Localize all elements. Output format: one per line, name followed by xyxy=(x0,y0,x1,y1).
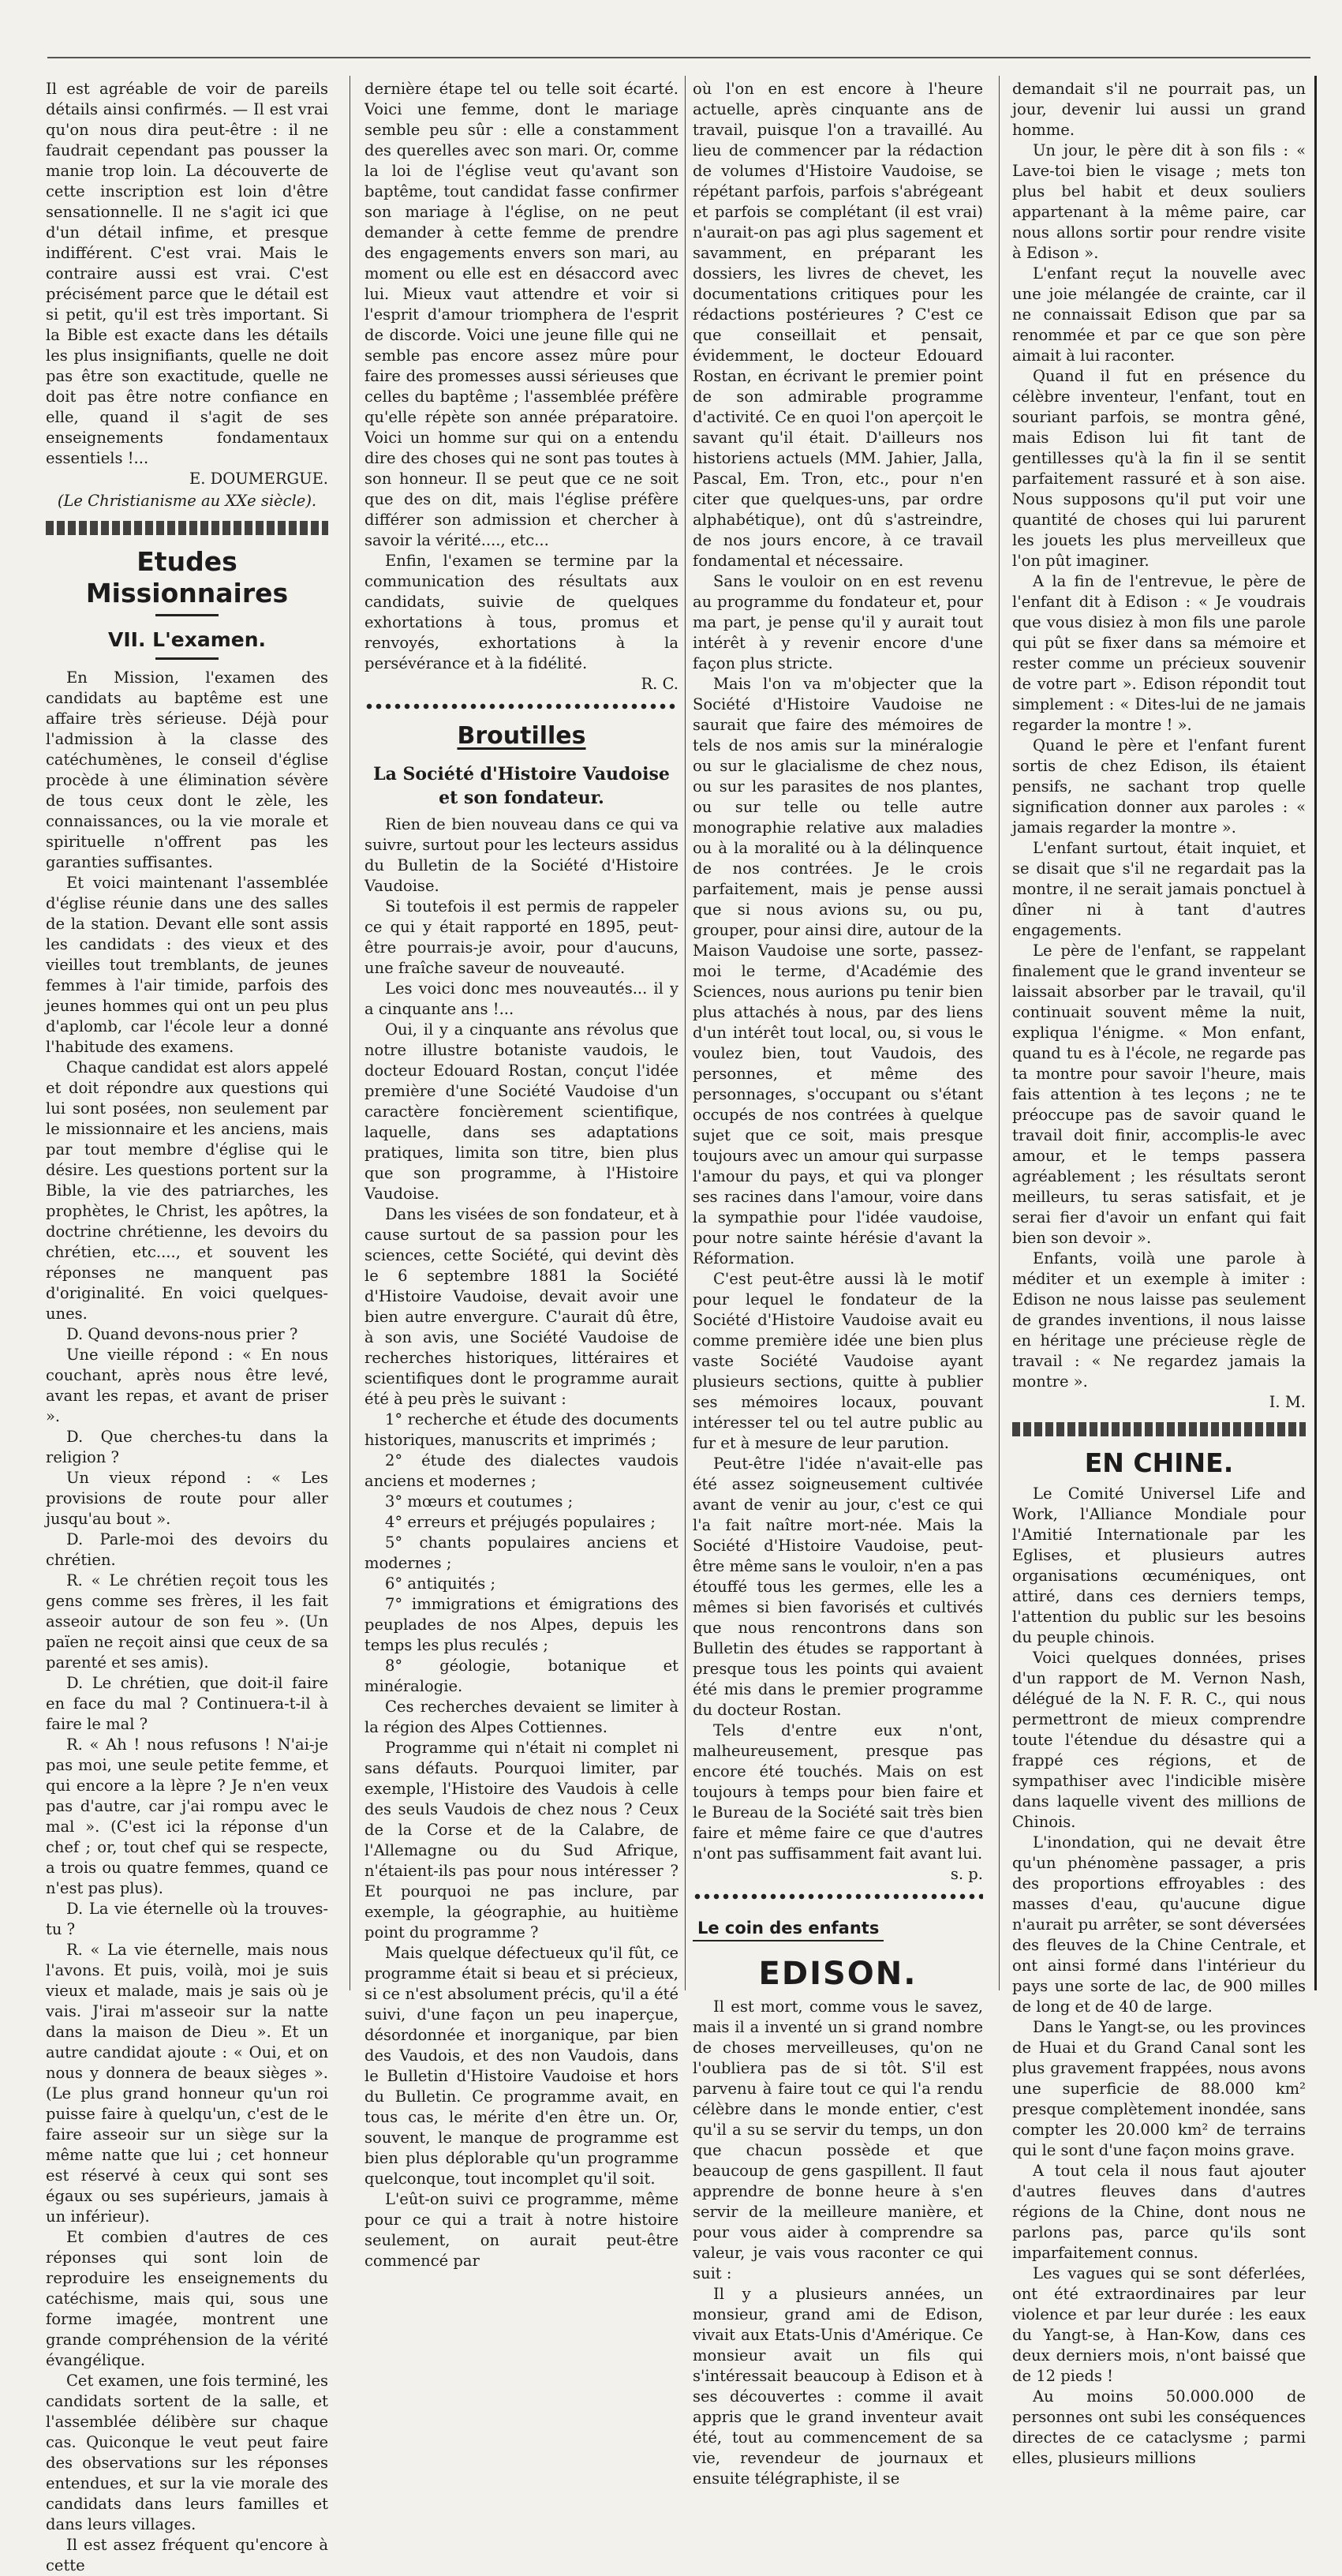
paragraph: Sans le vouloir on en est revenu au programme du fondateur et, pour ma part, je pense qu'il y aurait tout intérêt à y revenir encore d'une façon plus stricte. xyxy=(693,572,983,672)
paragraph: Mais quelque défectueux qu'il fût, ce programme était si beau et si précieux, si ce n'est absolument précis, qu'il a été suivi, d'une façon un peu inaperçue, désordonnée et inorganique, par bien des Vaudois, et des non Vaudois, dans le Bulletin d'Histoire Vaudoise et hors du Bulletin. Ce programme avait, en tous cas, le mérite d'en être un. Or, souvent, le manque de programme est bien plus déplorable qu'un programme quelconque, tout incomplet qu'il soit. xyxy=(364,1944,678,2188)
list-item: 6° antiquités ; xyxy=(385,1574,496,1593)
paragraph: Il est agréable de voir de pareils détails ainsi confirmés. — Il est vrai qu'on nous dira peut-être : il ne faudrait cependant pas pousser la manie trop loin. La découverte de cette inscription est loin d'être sensationnelle. Il ne s'agit ici que d'un détail infime, et presque indifférent. C'est vrai. Mais le contraire aussi est vrai. C'est précisément parce que le détail est si petit, qu'il est très important. Si la Bible est exacte dans les détails les plus insignifiants, quelle ne doit pas être son exactitude, quelle ne doit pas être notre confiance en elle, quand il s'agit de ses enseignements fondamentaux essentiels !... xyxy=(46,80,328,467)
paragraph: Quand le père et l'enfant furent sortis de chez Edison, ils étaient pensifs, ne sachant trop quelle signification donner aux paroles : « jamais regarder la montre ». xyxy=(1012,736,1306,837)
paragraph: D. Quand devons-nous prier ? xyxy=(66,1325,298,1343)
list-item: 5° chants populaires anciens et modernes ; xyxy=(364,1533,678,1572)
column-1 xyxy=(46,79,328,2574)
top-rule xyxy=(47,57,1310,58)
paragraph: D. Parle-moi des devoirs du chrétien. xyxy=(46,1530,328,1569)
paragraph: Peut-être l'idée n'avait-elle pas été assez soigneusement cultivée avant de venir au jour, c'est ce qui l'a fait naître mort-née. Mais la Société d'Histoire Vaudoise, peut-être même sans le vouloir, n'en a pas étouffé tous les germes, elle les a mêmes si bien favorisés et cultivés que nous rencontrons dans son Bulletin des études se rapportant à presque tous les points qui avaient été mis dans le premier programme du docteur Rostan. xyxy=(693,1455,983,1719)
list-item: 4° erreurs et préjugés populaires ; xyxy=(385,1513,656,1531)
paragraph: Les voici donc mes nouveautés... il y a cinquante ans !... xyxy=(364,979,678,1018)
paragraph: Dans le Yangt-se, ou les provinces de Huai et du Grand Canal sont les plus gravement frappées, nous avons une superficie de 88.000 km² presque complètement inondée, sans compter les 20.000 km² de terrains qui le sont d'une façon moins grave. xyxy=(1012,2018,1306,2159)
paragraph: L'enfant reçut la nouvelle avec une joie mélangée de crainte, car il ne connaissait Edison que par sa renommée et par ce que son père aimait à lui raconter. xyxy=(1012,264,1306,365)
section-title: EN CHINE. xyxy=(1084,1447,1234,1478)
paragraph: Rien de bien nouveau dans ce qui va suivre, surtout pour les lecteurs assidus du Bulletin de la Société d'Histoire Vaudoise. xyxy=(364,815,678,895)
paragraph: Un vieux répond : « Les provisions de route pour aller jusqu'au bout ». xyxy=(46,1469,328,1528)
paragraph: Quand il fut en présence du célèbre inventeur, l'enfant, tout en souriant parfois, se montra gêné, mais Edison lui fit tant de gentillesses qu'à la fin il se sentit parfaitement rassuré et à son aise. Nous supposons qu'il put voir une quantité de choses qui lui parurent les jouets les plus merveilleux que l'on pût imaginer. xyxy=(1012,367,1306,570)
dotted-divider xyxy=(693,1893,983,1900)
signature: I. M. xyxy=(1269,1393,1306,1411)
paragraph: R. « Le chrétien reçoit tous les gens comme ses frères, il les fait asseoir autour de son feu ». (Un païen ne reçoit ainsi que ceux de sa parenté et ses amis). xyxy=(46,1571,328,1672)
paragraph: En Mission, l'examen des candidats au baptême est une affaire très sérieuse. Déjà pour l'admission à la classe des catéchumènes, le conseil d'église procède à une élimination sévère de tous ceux dont le zèle, les connaissances, ou la vie morale et spirituelle n'offrent pas les garanties suffisantes. xyxy=(46,668,328,871)
paragraph: A tout cela il nous faut ajouter d'autres fleuves dans d'autres régions de la Chine, dont nous ne parlons pas, parce qu'ils sont imparfaitement connus. xyxy=(1012,2162,1306,2262)
signature: s. p. xyxy=(950,1865,983,1883)
paragraph: Si toutefois il est permis de rappeler ce qui y était rapporté en 1895, peut-être pourrais-je avoir, pour d'aucuns, une fraîche saveur de nouveauté. xyxy=(364,897,678,977)
paragraph: Dans les visées de son fondateur, et à cause surtout de sa passion pour les sciences, cette Société, qui devint dès le 6 septembre 1881 la Société d'Histoire Vaudoise, devait avoir une bien autre envergure. C'aurait dû être, à son avis, une Société Vaudoise de recherches historiques, littéraires et scientifiques dont le programme aurait été à peu près le suivant : xyxy=(364,1205,678,1408)
paragraph: Les vagues qui se sont déferlées, ont été extraordinaires par leur violence et par leur durée : les eaux du Yangt-se, à Han-Kow, dans ces deux derniers mois, n'ont baissé que de 12 pieds ! xyxy=(1012,2264,1306,2385)
column-4 xyxy=(1012,79,1306,2467)
list-item: 2° étude des dialectes vaudois anciens et modernes ; xyxy=(364,1451,678,1490)
paragraph: Le Comité Universel Life and Work, l'Alliance Mondiale pour l'Amitié Internationale par les Eglises, et plusieurs autres organisations œcuméniques, ont attiré, dans ces derniers temps, l'attention du public sur les besoins du peuple chinois. xyxy=(1012,1485,1306,1646)
column-divider xyxy=(999,76,1000,1990)
paragraph: Le père de l'enfant, se rappelant finalement que le grand inventeur se laissait absorber par le travail, qu'il continuait souvent même la nuit, expliqua l'énigme. « Mon enfant, quand tu es à l'école, ne regarde pas ta montre pour savoir l'heure, mais fais attention à tes leçons ; ne te préoccupe pas de savoir quand le travail doit finir, accomplis-le avec amour, et le temps passera agréablement ; les résultats seront meilleurs, tu seras satisfait, et je serai fier d'avoir un enfant qui fait bien son devoir ». xyxy=(1012,942,1306,1247)
list-item: 7° immigrations et émigrations des peuplades de nos Alpes, depuis les temps les plus reculés ; xyxy=(364,1595,678,1654)
ornamental-divider xyxy=(46,521,328,535)
paragraph: où l'on en est encore à l'heure actuelle, après cinquante ans de travail, puisque l'on a travaillé. Au lieu de commencer par la rédaction de volumes d'Histoire Vaudoise, se répétant parfois, parfois s'abrégeant et parfois se complétant (il est vrai) n'aurait-on pas agi plus sagement et savamment, en préparant les dossiers, les livres de chevet, les documentations critiques pour les rédactions postérieures ? C'est ce que conseillait et pensait, évidemment, le docteur Edouard Rostan, en écrivant le premier point de son admirable programme d'activité. Ce en quoi l'on aperçoit le savant qu'il était. D'ailleurs nos historiens actuels (MM. Jahier, Jalla, Pascal, Em. Tron, etc., pour n'en citer que quelques-uns, par ordre alphabétique), ont dû s'astreindre, de nos jours encore, à ce travail fondamental et nécessaire. xyxy=(693,80,983,570)
ornamental-divider xyxy=(1012,1422,1306,1436)
paragraph: demandait s'il ne pourrait pas, un jour, devenir lui aussi un grand homme. xyxy=(1012,80,1306,139)
paragraph: D. Que cherches-tu dans la religion ? xyxy=(46,1428,328,1466)
paragraph: L'inondation, qui ne devait être qu'un phénomène passager, a pris des proportions effroyables : des masses d'eau, qu'aucune digue n'aurait pu arrêter, se sont déversées des fleuves de la Chine Centrale, et ont ainsi formé dans l'intérieur du pays une sorte de lac, de 900 milles de long et de 40 de large. xyxy=(1012,1833,1306,2016)
paragraph: Enfants, voilà une parole à méditer et un exemple à imiter : Edison ne nous laisse pas seulement de grandes inventions, il nous laisse en héritage une précieuse règle de travail : « Ne regardez jamais la montre ». xyxy=(1012,1249,1306,1391)
paragraph: Une vieille répond : « En nous couchant, après nous être levé, avant les repas, et avant de priser ». xyxy=(46,1346,328,1425)
paragraph: Il y a plusieurs années, un monsieur, grand ami de Edison, vivait aux Etats-Unis d'Amérique. Ce monsieur avait un fils qui s'intéressait beaucoup à Edison et à ses découvertes : comme il avait appris que le grand inventeur avait été, tout au commencement de sa vie, revendeur de journaux et ensuite télégraphiste, il se xyxy=(693,2285,983,2488)
kids-corner-title: Le coin des enfants xyxy=(693,1916,884,1941)
paragraph: Il est assez fréquent qu'encore à cette xyxy=(46,2536,328,2574)
citation: (Le Christianisme au XXe siècle). xyxy=(57,492,317,510)
section-title: Broutilles xyxy=(457,722,586,750)
paragraph: L'eût-on suivi ce programme, même pour ce qui a trait à notre histoire seulement, on aurait peut-être commencé par xyxy=(364,2190,678,2270)
paragraph: Ces recherches devaient se limiter à la région des Alpes Cottiennes. xyxy=(364,1698,678,1736)
paragraph: D. La vie éternelle où la trouves-tu ? xyxy=(46,1900,328,1938)
page-edge-rule xyxy=(1314,76,1317,1990)
paragraph: R. « La vie éternelle, mais nous l'avons. Et puis, voilà, moi je suis vieux et malade, mais je sais où je vais. J'irai m'asseoir sur la natte dans la maison de Dieu ». Et un autre candidat ajoute : « Oui, et on nous y donnera de beaux sièges ». (Le plus grand honneur qu'un roi puisse faire à quelqu'un, c'est de le faire asseoir sur un siège sur la même natte que lui ; cet honneur est réservé à ceux qui sont ses égaux ou ses supérieurs, jamais à un inférieur). xyxy=(46,1941,328,2226)
paragraph: Et voici maintenant l'assemblée d'église réunie dans une des salles de la station. Devant elle sont assis les candidats : des vieux et des vieilles tout tremblants, de jeunes femmes à l'air timide, parfois des jeunes hommes qui ont un peu plus d'aplomb, car l'école leur a donné l'habitude des examens. xyxy=(46,874,328,1056)
paragraph: Et combien d'autres de ces réponses qui sont loin de reproduire les enseignements du catéchisme, mais qui, sous une forme imagée, montrent une grande compréhension de la vérité évangélique. xyxy=(46,2228,328,2369)
paragraph: Voici quelques données, prises d'un rapport de M. Vernon Nash, délégué de la N. F. R. C., qui nous permettront de mieux comprendre toute l'étendue du désastre qui a frappé ces régions, et de sympathiser avec l'indicible misère dans laquelle vivent des millions de Chinois. xyxy=(1012,1649,1306,1831)
subsection-title: La Société d'Histoire Vaudoise et son fondateur. xyxy=(373,764,670,808)
list-item: 1° recherche et étude des documents historiques, manuscrits et imprimés ; xyxy=(364,1410,678,1449)
signature: E. DOUMERGUE. xyxy=(189,470,328,488)
paragraph: Au moins 50.000.000 de personnes ont subi les conséquences directes de ce cataclysme ; parmi elles, plusieurs millions xyxy=(1012,2387,1306,2467)
title-rule xyxy=(155,657,219,660)
paragraph: Programme qui n'était ni complet ni sans défauts. Pourquoi limiter, par exemple, l'Histoire des Vaudois à celle des seuls Vaudois de chez nous ? Ceux de la Corse et de la Calabre, de l'Allemagne ou du Sud Afrique, n'étaient-ils pas pour nous intéresser ? Et pourquoi ne pas inclure, par exemple, la géographie, au huitième point du programme ? xyxy=(364,1739,678,1941)
list-item: 3° mœurs et coutumes ; xyxy=(385,1492,574,1511)
list-item: 8° géologie, botanique et minéralogie. xyxy=(364,1657,678,1695)
signature: R. C. xyxy=(641,675,678,693)
dotted-divider xyxy=(364,702,678,710)
paragraph: Mais l'on va m'objecter que la Société d'Histoire Vaudoise ne saurait que faire des mémoires de tels de nos amis sur la minéralogie ou sur le glacialisme de chez nous, ou sur les parasites de nos plantes, ou sur telle ou telle autre monographie relative aux maladies ou à la moralité ou à la délinquence de nos contrées. Je le crois parfaitement, mais je pense aussi que si nous avions su, ou pu, grouper, pour ainsi dire, autour de la Maison Vaudoise une sorte, passez-moi le terme, d'Académie des Sciences, nous aurions pu tenir bien plus attachés à nous, par des liens d'un intérêt tout local, ou, si vous le voulez bien, tout Vaudois, des personnes, et même des personnages, s'occupant ou s'étant occupés de nos contrées à quelque sujet que ce soit, mais presque toujours avec un amour qui surpasse l'amour du pays, et qui va plonger ses racines dans l'amour, voire dans la sympathie pour l'idée vaudoise, pour notre sainte hérésie d'avant la Réformation. xyxy=(693,675,983,1267)
paragraph: L'enfant surtout, était inquiet, et se disait que s'il ne regardait pas la montre, il ne serait jamais ponctuel à dîner ni à tant d'autres engagements. xyxy=(1012,839,1306,939)
paragraph: R. « Ah ! nous refusons ! N'ai-je pas moi, une seule petite femme, et qui encore a la lèpre ? Je n'en veux pas d'autre, car j'ai rompu avec le mal ». (C'est ici la réponse d'un chef ; or, tout chef qui se respecte, a trois ou quatre femmes, quand ce n'est pas plus). xyxy=(46,1735,328,1897)
section-title: Etudes Missionnaires xyxy=(85,546,289,608)
paragraph: Oui, il y a cinquante ans révolus que notre illustre botaniste vaudois, le docteur Edouard Rostan, conçut l'idée première d'une Société Vaudoise d'un caractère foncièrement scientifique, laquelle, dans ses adaptations pratiques, limita son titre, bien plus que son programme, à l'Histoire Vaudoise. xyxy=(364,1020,678,1203)
title-rule xyxy=(155,614,219,616)
paragraph: A la fin de l'entrevue, le père de l'enfant dit à Edison : « Je voudrais que vous disiez à mon fils une parole qui pût se fixer dans sa mémoire et rester comme un précieux souvenir de votre part ». Edison répondit tout simplement : « Dites-lui de ne jamais regarder la montre ! ». xyxy=(1012,572,1306,734)
subsection-title: VII. L'examen. xyxy=(108,628,266,651)
paragraph: Enfin, l'examen se termine par la communication des résultats aux candidats, suivie de quelques exhortations à tous, promus et renvoyés, exhortations à la persévérance et à la fidélité. xyxy=(364,552,678,672)
column-3 xyxy=(693,79,983,2488)
paragraph: Cet examen, une fois terminé, les candidats sortent de la salle, et l'assemblée délibère sur chaque cas. Quiconque le veut peut faire des observations sur les réponses entendues, et sur la vie morale des candidats dans leurs familles et dans leurs villages. xyxy=(46,2372,328,2533)
paragraph: dernière étape tel ou telle soit écarté. Voici une femme, dont le mariage semble peu sûr : elle a constamment des querelles avec son mari. Or, comme la loi de l'église veut qu'avant son baptême, tout candidat fasse confirmer son mariage à l'église, on ne peut demander à cette femme de prendre des engagements envers son mari, au moment ou elle est en désaccord avec lui. Mieux vaut attendre et voir si l'esprit d'amour triomphera de l'esprit de discorde. Voici une jeune fille qui ne semble pas encore assez mûre pour faire des promesses aussi sérieuses que celles du baptême ; l'assemblée préfère qu'elle répète son année préparatoire. Voici un homme sur qui on a entendu dire des choses qui ne sont pas toutes à son honneur. Il se peut que ce ne soit que des on dit, mais l'église préfère différer son admission et chercher à savoir la vérité...., etc... xyxy=(364,80,678,549)
column-divider xyxy=(685,76,686,1990)
paragraph: D. Le chrétien, que doit-il faire en face du mal ? Continuera-t-il à faire le mal ? xyxy=(46,1674,328,1733)
paragraph: Il est mort, comme vous le savez, mais il a inventé un si grand nombre de choses merveilleuses, qu'on ne l'oubliera pas de si tôt. S'il est parvenu à faire tout ce qui l'a rendu célèbre dans le monde entier, c'est qu'il a su se servir du temps, un don que chacun possède et que beaucoup de gens gaspillent. Il faut apprendre de bonne heure à s'en servir de la meilleure manière, et pour vous aider à comprendre sa valeur, je vais vous raconter ce qui suit : xyxy=(693,1998,983,2282)
paragraph: Chaque candidat est alors appelé et doit répondre aux questions qui lui sont posées, non seulement par le missionnaire et les anciens, mais par tout membre d'église qui le désire. Les questions portent sur la Bible, la vie des patriarches, les prophètes, le Christ, les apôtres, la doctrine chrétienne, les devoirs du chrétien, etc...., et souvent les réponses ne manquent pas d'originalité. En voici quelques-unes. xyxy=(46,1058,328,1323)
column-2 xyxy=(364,79,678,2270)
paragraph: Un jour, le père dit à son fils : « Lave-toi bien le visage ; mets ton plus bel habit et deux souliers appartenant à la même paire, car nous allons sortir pour rendre visite à Edison ». xyxy=(1012,141,1306,262)
paragraph: C'est peut-être aussi là le motif pour lequel le fondateur de la Société d'Histoire Vaudoise avait eu comme première idée une bien plus vaste Société Vaudoise ayant plusieurs sections, quitte à publier ses mémoires locaux, pouvant intéresser tel ou tel autre public au fur et à mesure de leur parution. xyxy=(693,1270,983,1452)
section-title: EDISON. xyxy=(758,1956,918,1992)
paragraph: Tels d'entre eux n'ont, malheureusement, presque pas encore été touchés. Mais on est toujours à temps pour bien faire et le Bureau de la Société sait très bien faire et même faire ce que d'autres n'ont pas suffisamment fait avant lui. xyxy=(693,1721,983,1863)
